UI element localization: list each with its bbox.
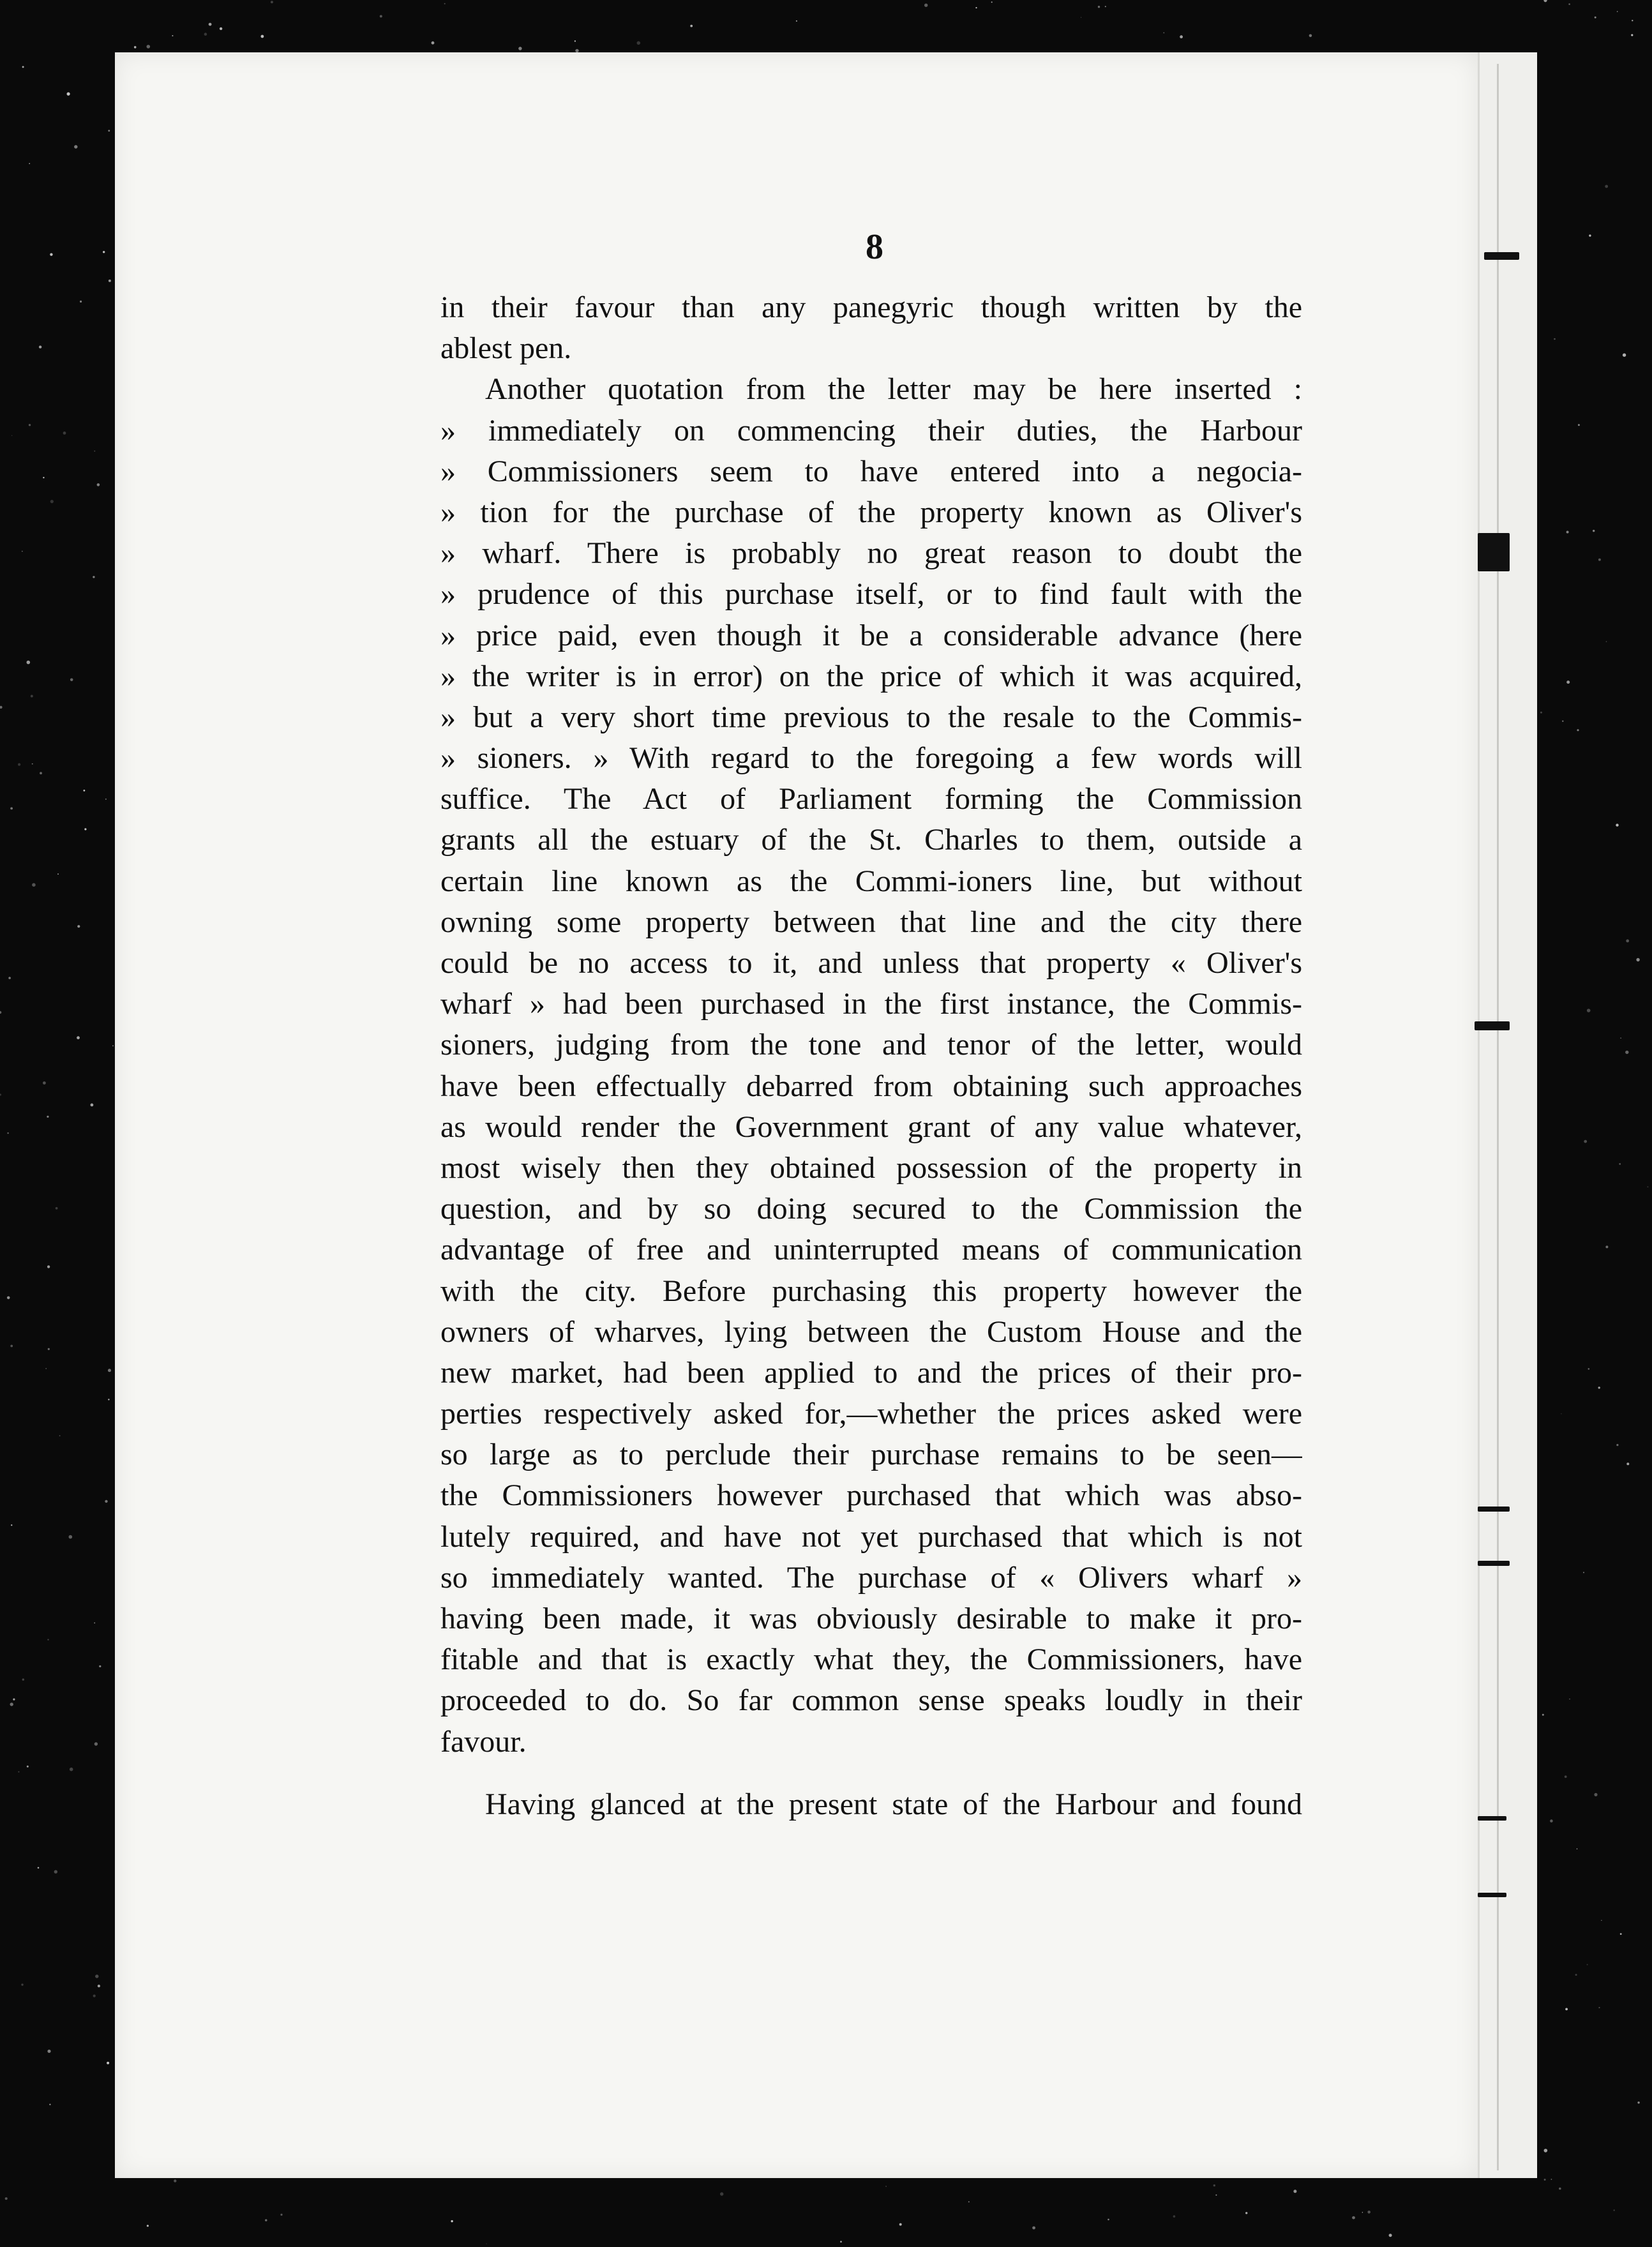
speckle (39, 345, 41, 348)
paragraph (440, 369, 1302, 1762)
text-line: certain line known as the Commi-ioners line, but without (440, 864, 1302, 898)
speckle (1626, 940, 1629, 943)
speckle (7, 1296, 10, 1300)
text-line: ablest pen. (440, 331, 572, 366)
speckle (690, 25, 693, 27)
speckle (98, 1985, 100, 1987)
edge-mark (1478, 1561, 1510, 1566)
speckle (1626, 1462, 1629, 1465)
speckle (1293, 2190, 1296, 2193)
text-line: Having glanced at the present state of the Harbour and found (485, 1787, 1302, 1821)
speckle (21, 1983, 23, 1985)
speckle (518, 47, 522, 50)
text-line: grants all the estuary of the St. Charles to them, outside a (440, 823, 1302, 857)
speckle (280, 2214, 282, 2216)
speckle (0, 1093, 1, 1095)
speckle (11, 1524, 12, 1526)
speckle (1569, 1699, 1570, 1700)
speckle (1616, 823, 1618, 826)
speckle (48, 1348, 50, 1350)
speckle (265, 2219, 267, 2221)
facing-page-edge (1478, 52, 1537, 2178)
speckle (43, 1081, 46, 1085)
text-line: as would render the Government grant of any value whatever, (440, 1109, 1302, 1144)
speckle (1542, 1714, 1544, 1716)
speckle (8, 977, 11, 979)
text-line: » prudence of this purchase itself, or to find fault with the (440, 577, 1302, 612)
text-line: » but a very short time previous to the resale to the Commis- (440, 700, 1302, 734)
speckle (38, 1867, 40, 1869)
speckle (1367, 2211, 1370, 2214)
speckle (40, 772, 42, 774)
speckle (22, 1678, 24, 1680)
speckle (5, 2197, 8, 2200)
speckle (1180, 35, 1183, 38)
speckle (77, 925, 80, 928)
edge-mark (1475, 1021, 1510, 1030)
text-line: » Commissioners seem to have entered into a negocia- (440, 454, 1302, 488)
edge-mark (1478, 533, 1510, 571)
speckle (1605, 185, 1608, 188)
speckle (261, 35, 264, 38)
text-line: » tion for the purchase of the property known as Oliver's (440, 495, 1302, 529)
speckle (1105, 6, 1106, 7)
speckle (796, 20, 797, 22)
speckle (380, 15, 382, 18)
speckle (1588, 1368, 1590, 1370)
speckle (432, 41, 435, 45)
speckle (56, 1207, 58, 1210)
speckle (1389, 2234, 1392, 2237)
speckle (1540, 712, 1542, 714)
speckle (107, 2062, 109, 2064)
speckle (1623, 354, 1626, 357)
speckle (54, 1870, 57, 1874)
speckle (18, 763, 20, 766)
speckle (1559, 2188, 1561, 2190)
text-line: could be no access to it, and unless that property « Oliver's (440, 946, 1302, 980)
speckle (1583, 1572, 1584, 1573)
speckle (105, 799, 107, 800)
speckle (451, 2220, 453, 2222)
text-line: most wisely then they obtained possession of the property in (440, 1150, 1302, 1185)
speckle (134, 46, 137, 49)
speckle (174, 2179, 176, 2182)
speckle (50, 253, 52, 256)
speckle (147, 2225, 149, 2227)
speckle (1594, 1793, 1597, 1796)
speckle (69, 1535, 73, 1539)
speckle (1565, 2008, 1568, 2011)
speckle (1616, 1444, 1618, 1446)
speckle (112, 1045, 114, 1046)
speckle (1605, 1245, 1608, 1248)
speckle (31, 695, 33, 698)
text-line: » the writer is in error) on the price of which it was acquired, (440, 659, 1302, 693)
speckle (29, 163, 30, 164)
speckle (220, 27, 222, 30)
speckle (899, 2223, 902, 2226)
text-line: have been effectually debarred from obtaining such approaches (440, 1069, 1302, 1103)
speckle (1617, 11, 1618, 12)
speckle (93, 576, 94, 578)
speckle (271, 1, 273, 3)
speckle (50, 500, 54, 503)
speckle (1614, 2209, 1615, 2211)
speckle (1587, 1964, 1588, 1965)
speckle (1598, 1387, 1600, 1388)
speckle (47, 1265, 50, 1268)
speckle (209, 23, 212, 26)
speckle (84, 828, 86, 830)
body-text (440, 287, 1302, 1825)
speckle (105, 1500, 107, 1503)
speckle (172, 35, 173, 36)
speckle (1173, 2215, 1176, 2218)
speckle (1578, 424, 1580, 426)
text-line: proceeded to do. So far common sense speaks loudly in their (440, 1683, 1302, 1718)
speckle (486, 2243, 487, 2244)
speckle (444, 3, 446, 4)
text-line: » sioners. » With regard to the foregoing a few words will (440, 741, 1302, 776)
speckle (1631, 34, 1633, 36)
speckle (49, 2104, 50, 2105)
text-line: owning some property between that line and the city there (440, 905, 1302, 939)
speckle (95, 1974, 98, 1978)
speckle (1550, 1819, 1553, 1822)
speckle (47, 2050, 50, 2053)
speckle (63, 432, 66, 435)
speckle (11, 435, 12, 436)
speckle (91, 1104, 94, 1107)
speckle (59, 1435, 61, 1436)
speckle (27, 1766, 29, 1768)
speckle (94, 451, 95, 452)
speckle (94, 1742, 98, 1745)
speckle (22, 551, 23, 552)
paragraph (440, 1784, 1302, 1825)
speckle (1584, 1140, 1587, 1143)
speckle (720, 2192, 723, 2195)
speckle (147, 45, 151, 49)
speckle (1566, 680, 1570, 684)
speckle (70, 679, 73, 682)
paragraph-gap (440, 1762, 1302, 1784)
text-line: » price paid, even though it be a considerable advance (here (440, 618, 1302, 652)
speckle (1589, 234, 1591, 236)
speckle (1587, 1009, 1591, 1012)
speckle (0, 1011, 1, 1014)
speckle (18, 1771, 19, 1773)
speckle (103, 251, 105, 253)
text-line: with the city. Before purchasing this property however the (440, 1274, 1302, 1308)
speckle (1544, 2149, 1548, 2153)
speckle (1032, 2227, 1035, 2230)
speckle (1551, 2179, 1552, 2180)
text-line: sioners, judging from the tone and tenor of the letter, would (440, 1028, 1302, 1062)
speckle (637, 41, 641, 45)
speckle (10, 1702, 13, 1706)
speckle (1577, 729, 1579, 731)
text-line: so immediately wanted. The purchase of « Olivers wharf » (440, 1560, 1302, 1595)
text-line: lutely required, and have not yet purchased that which is not (440, 1519, 1302, 1554)
text-line: Another quotation from the letter may be here inserted : (485, 372, 1302, 407)
speckle (1566, 531, 1569, 534)
speckle (97, 483, 100, 486)
speckle (70, 1768, 73, 1771)
speckle (1245, 2212, 1247, 2214)
speckle (1215, 2195, 1217, 2196)
speckle (80, 301, 82, 303)
speckle (1606, 641, 1607, 642)
text-line: so large as to perclude their purchase remains to be seen— (440, 1438, 1302, 1472)
edge-mark (1484, 252, 1519, 260)
speckle (1577, 1849, 1578, 1850)
speckle (1568, 3, 1570, 5)
speckle (1352, 2216, 1355, 2220)
speckle (975, 7, 977, 8)
speckle (1575, 1974, 1577, 1976)
text-line: favour. (440, 1724, 527, 1759)
speckle (109, 280, 111, 282)
speckle (1562, 721, 1563, 722)
speckle (74, 145, 77, 148)
speckle (1598, 559, 1601, 561)
speckle (77, 1036, 80, 1039)
speckle (1163, 33, 1164, 34)
speckle (1601, 1920, 1602, 1921)
speckle (94, 1623, 95, 1624)
text-line: owners of wharves, lying between the Custom House and the (440, 1314, 1302, 1349)
speckle (840, 2241, 842, 2243)
speckle (43, 477, 44, 478)
text-line: in their favour than any panegyric though written by the (440, 290, 1302, 324)
speckle (1625, 1051, 1628, 1054)
text-line: question, and by so doing secured to the Commission the (440, 1192, 1302, 1226)
text-line: new market, had been applied to and the prices of their pro- (440, 1355, 1302, 1390)
edge-mark (1478, 1507, 1510, 1512)
speckle (108, 130, 110, 132)
speckle (1543, 0, 1547, 2)
speckle (10, 808, 13, 810)
speckle (45, 1368, 47, 1369)
edge-mark (1478, 1893, 1506, 1897)
speckle (27, 661, 31, 665)
paragraph (440, 287, 1302, 369)
speckle (84, 790, 86, 792)
speckle (1213, 2184, 1215, 2186)
edge-mark (1478, 1816, 1506, 1821)
speckle (7, 1132, 9, 1134)
gutter-fold-line (1497, 64, 1499, 2170)
speckle (47, 1639, 49, 1640)
speckle (93, 1995, 96, 1997)
speckle (108, 1369, 111, 1372)
speckle (57, 873, 59, 875)
speckle (1595, 17, 1596, 19)
text-line: fitable and that is exactly what they, the Commissioners, have (440, 1642, 1302, 1677)
speckle (29, 424, 31, 426)
speckle (1108, 2219, 1109, 2221)
speckle (10, 1345, 13, 1348)
speckle (32, 883, 36, 887)
speckle (1554, 338, 1556, 340)
speckle (1362, 2212, 1363, 2213)
speckle (968, 2201, 970, 2202)
text-line: perties respectively asked for,—whether the prices asked were (440, 1397, 1302, 1431)
speckle (1620, 1933, 1622, 1935)
text-line: » wharf. There is probably no great reason to doubt the (440, 536, 1302, 571)
speckle (47, 1116, 49, 1118)
speckle (574, 40, 576, 41)
text-line: having been made, it was obviously desirable to make it pro- (440, 1602, 1302, 1635)
speckle (0, 706, 3, 709)
speckle (22, 66, 24, 68)
speckle (67, 93, 70, 96)
speckle (1636, 958, 1639, 961)
speckle (1647, 1186, 1648, 1187)
speckle (924, 4, 927, 7)
speckle (1544, 2179, 1546, 2181)
speckle (1598, 2007, 1600, 2008)
text-line: the Commissioners however purchased that which was abso- (440, 1478, 1302, 1513)
text-line: suffice. The Act of Parliament forming the Commission (440, 782, 1302, 816)
speckle (108, 1399, 109, 1400)
page-number: 8 (866, 227, 883, 267)
speckle (204, 33, 207, 36)
speckle (991, 1, 993, 3)
speckle (99, 1665, 101, 1667)
speckle (1637, 2101, 1639, 2103)
text-line: advantage of free and uninterrupted means of communication (440, 1233, 1302, 1267)
speckle (13, 1699, 15, 1701)
speckle (1565, 1775, 1567, 1778)
speckle (32, 763, 33, 765)
speckle (1309, 34, 1312, 38)
text-line: wharf » had been purchased in the first instance, the Commis- (440, 987, 1302, 1021)
speckle (1098, 6, 1100, 8)
text-line: » immediately on commencing their duties, the Harbour (440, 413, 1302, 447)
speckle (1593, 530, 1595, 532)
speckle (1632, 20, 1633, 21)
speckle (1619, 1163, 1621, 1165)
